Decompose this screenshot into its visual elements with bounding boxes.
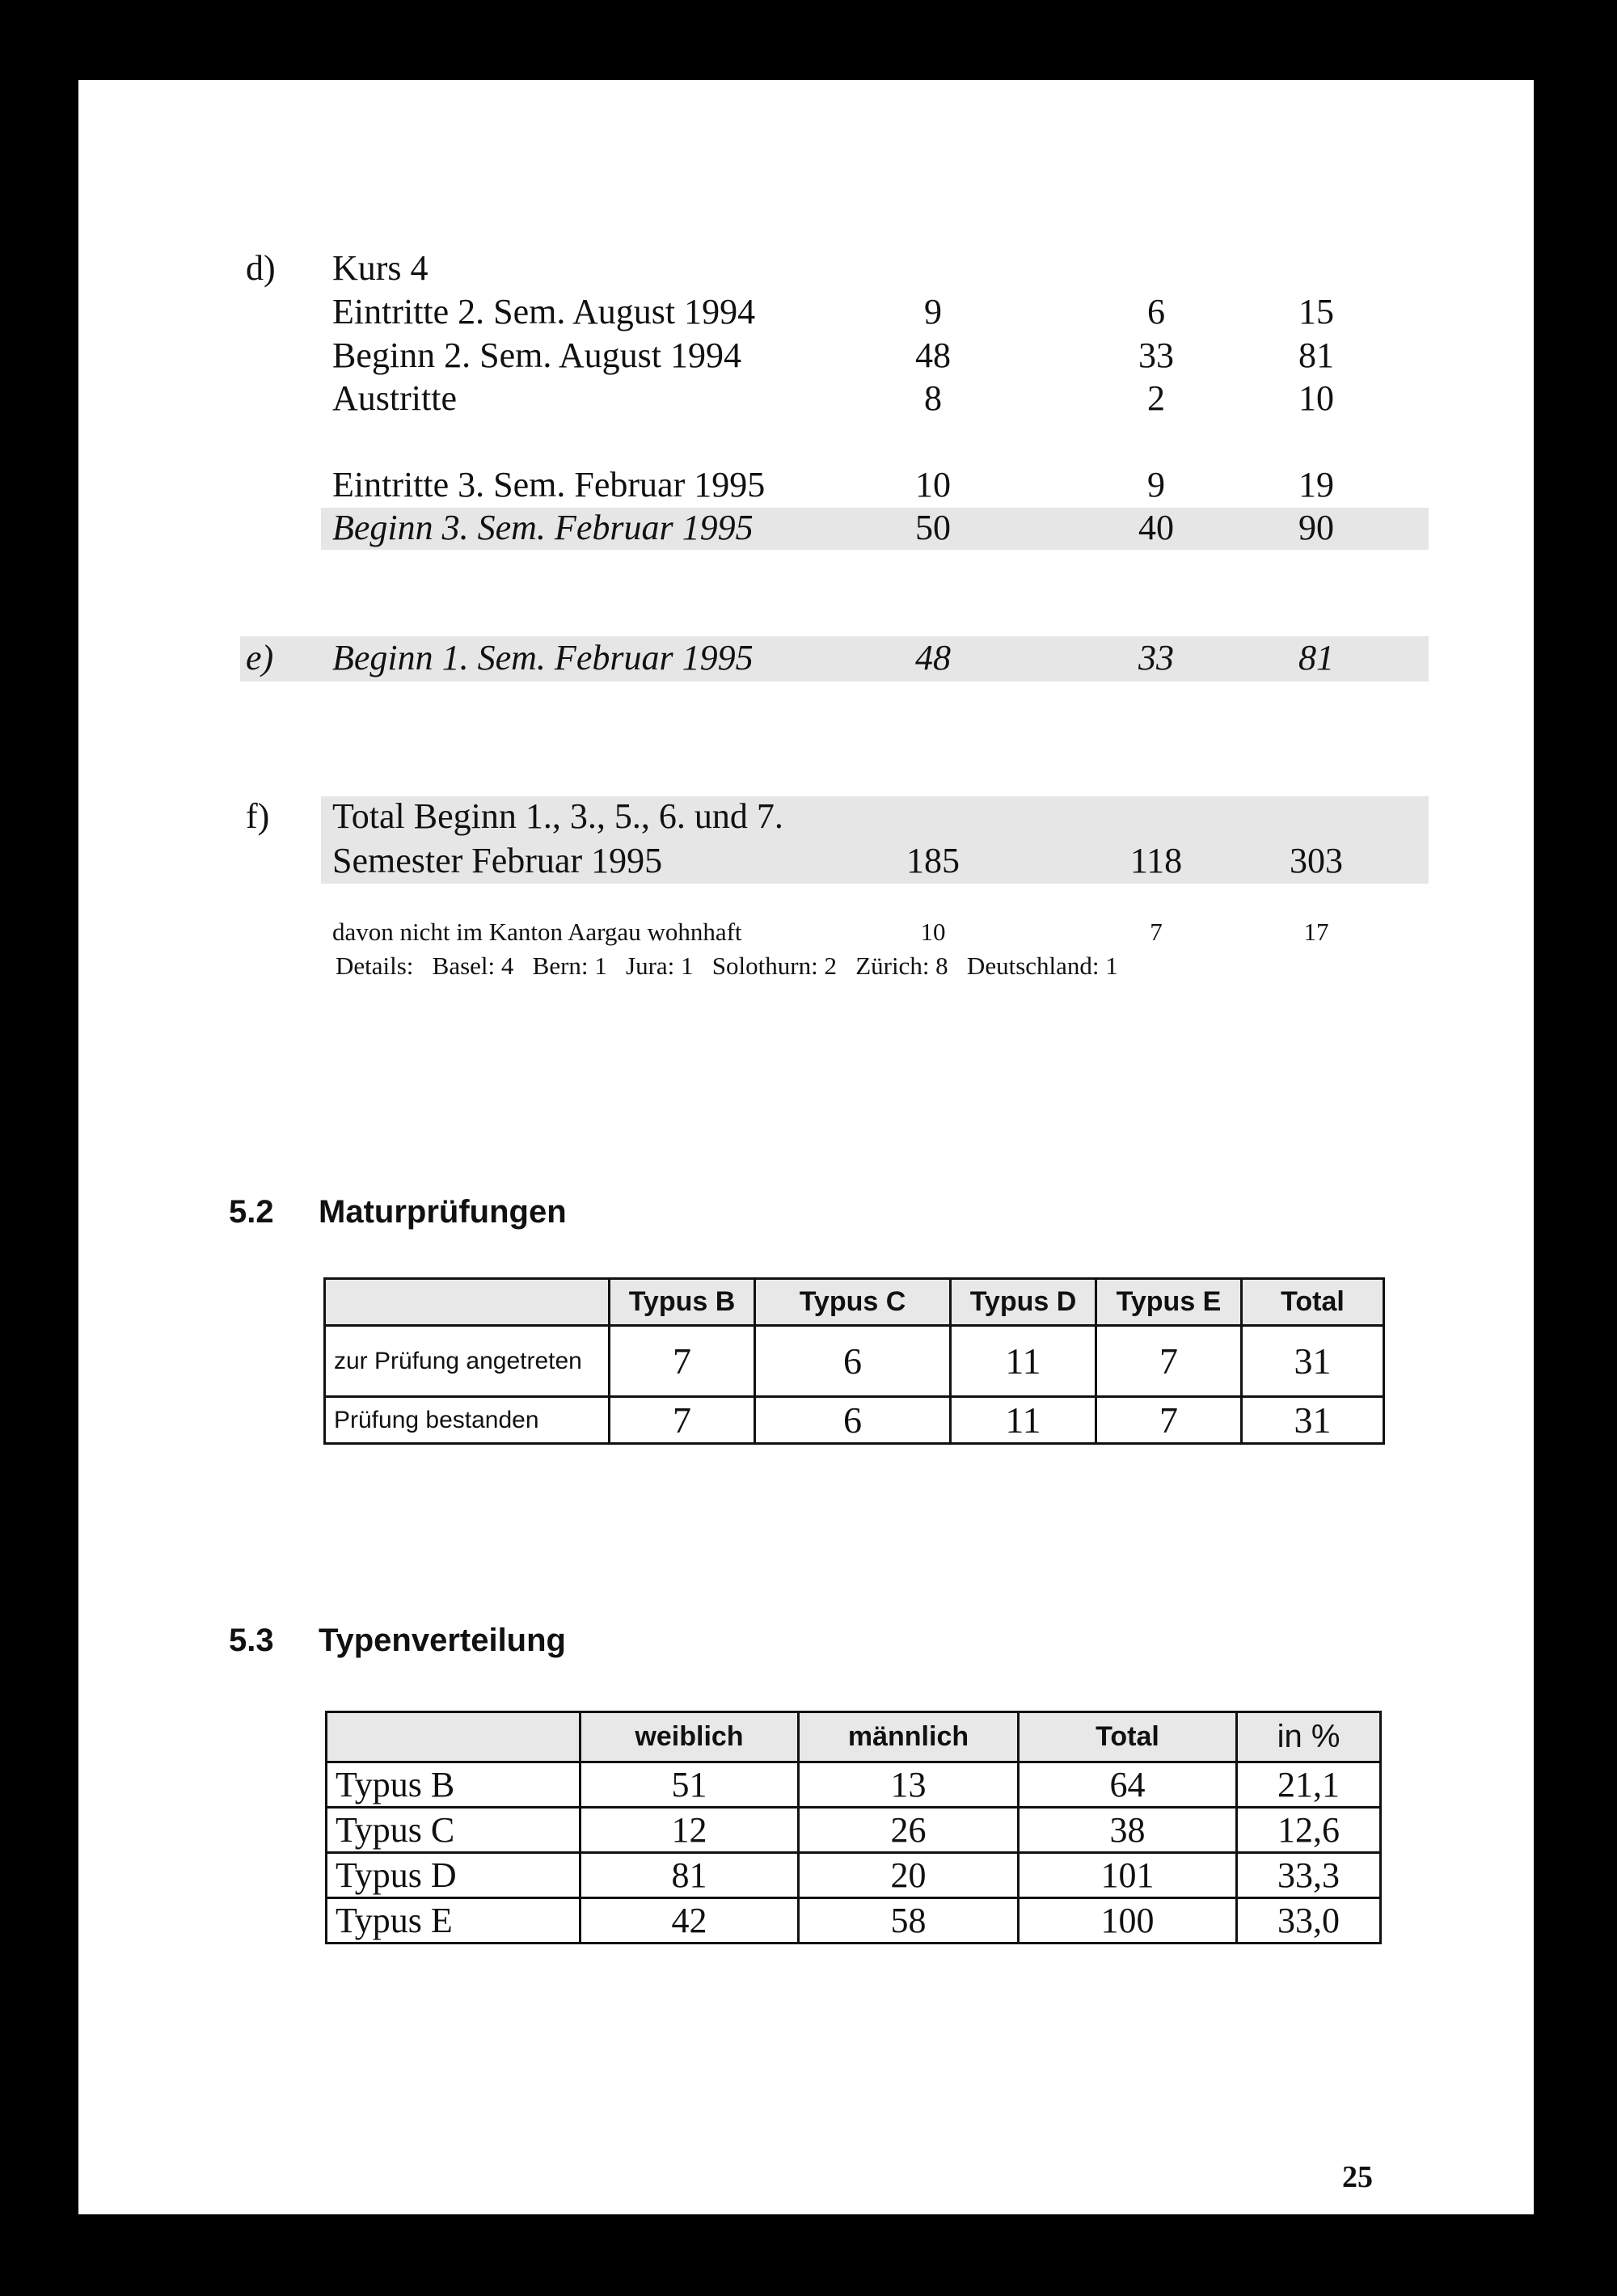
table-header-row <box>327 1712 1381 1762</box>
maturpruefungen-table <box>323 1277 1385 1445</box>
header-cell: männlich <box>799 1712 1019 1762</box>
total-total: 303 <box>1290 841 1343 880</box>
value-weiblich: 50 <box>915 508 951 547</box>
table-row <box>327 1853 1381 1898</box>
row-label: Prüfung bestanden <box>325 1397 610 1444</box>
row-label: Typus C <box>327 1808 581 1853</box>
cell: 38 <box>1019 1808 1237 1853</box>
davon-label: davon nicht im Kanton Aargau wohnhaft <box>332 918 742 946</box>
header-cell: weiblich <box>581 1712 799 1762</box>
section-number-5-2: 5.2 <box>229 1194 274 1230</box>
row-label: Typus B <box>327 1762 581 1808</box>
value-weiblich: 10 <box>915 465 951 504</box>
davon-total: 17 <box>1303 918 1329 946</box>
value-total: 19 <box>1298 465 1334 504</box>
cell: 101 <box>1019 1853 1237 1898</box>
cell: 6 <box>755 1397 951 1444</box>
value-total: 15 <box>1298 292 1334 331</box>
value-maennlich: 33 <box>1138 638 1174 677</box>
row-label: Eintritte 2. Sem. August 1994 <box>332 292 756 331</box>
cell: 6 <box>755 1326 951 1397</box>
cell: 31 <box>1242 1397 1384 1444</box>
row-label: Typus E <box>327 1898 581 1944</box>
header-cell: Total <box>1242 1279 1384 1326</box>
cell: 7 <box>1096 1397 1242 1444</box>
cell: 64 <box>1019 1762 1237 1808</box>
document-page <box>78 80 1534 2214</box>
page-number: 25 <box>1342 2160 1373 2194</box>
value-weiblich: 8 <box>924 378 942 418</box>
header-cell: Typus D <box>951 1279 1096 1326</box>
row-label: Beginn 2. Sem. August 1994 <box>332 336 742 375</box>
value-maennlich: 9 <box>1147 465 1165 504</box>
header-cell: in % <box>1237 1712 1381 1762</box>
marker-f: f) <box>246 796 270 836</box>
cell: 11 <box>951 1397 1096 1444</box>
marker-d: d) <box>246 248 276 288</box>
table-row <box>325 1326 1384 1397</box>
cell: 11 <box>951 1326 1096 1397</box>
section-title-maturpruefungen: Maturprüfungen <box>319 1194 567 1230</box>
cell: 7 <box>1096 1326 1242 1397</box>
marker-e: e) <box>246 638 274 677</box>
cell: 81 <box>581 1853 799 1898</box>
value-maennlich: 2 <box>1147 378 1165 418</box>
cell: 51 <box>581 1762 799 1808</box>
cell: 12,6 <box>1237 1808 1381 1853</box>
cell: 20 <box>799 1853 1019 1898</box>
cell: 13 <box>799 1762 1019 1808</box>
total-weiblich: 185 <box>906 841 960 880</box>
total-label-line2: Semester Februar 1995 <box>332 841 663 880</box>
value-total: 90 <box>1298 508 1334 547</box>
header-cell: Typus B <box>610 1279 755 1326</box>
table-header-row <box>325 1279 1384 1326</box>
total-maennlich: 118 <box>1129 841 1183 880</box>
davon-maennlich: 7 <box>1150 918 1163 946</box>
header-cell: Typus E <box>1096 1279 1242 1326</box>
header-cell <box>325 1279 610 1326</box>
value-total: 10 <box>1298 378 1334 418</box>
value-maennlich: 33 <box>1138 336 1174 375</box>
section-number-5-3: 5.3 <box>229 1623 274 1658</box>
value-maennlich: 40 <box>1138 508 1174 547</box>
table-row <box>327 1808 1381 1853</box>
header-cell: Typus C <box>755 1279 951 1326</box>
table-row <box>327 1898 1381 1944</box>
cell: 12 <box>581 1808 799 1853</box>
cell: 31 <box>1242 1326 1384 1397</box>
value-total: 81 <box>1298 638 1334 677</box>
cell: 7 <box>610 1326 755 1397</box>
header-cell: Total <box>1019 1712 1237 1762</box>
total-label-line1: Total Beginn 1., 3., 5., 6. und 7. <box>332 796 783 836</box>
cell: 58 <box>799 1898 1019 1944</box>
cell: 42 <box>581 1898 799 1944</box>
value-weiblich: 48 <box>915 638 951 677</box>
header-cell <box>327 1712 581 1762</box>
value-total: 81 <box>1298 336 1334 375</box>
typenverteilung-table <box>325 1711 1382 1944</box>
kurs-title: Kurs 4 <box>332 248 429 288</box>
table-row <box>327 1762 1381 1808</box>
cell: 26 <box>799 1808 1019 1853</box>
cell: 21,1 <box>1237 1762 1381 1808</box>
davon-weiblich: 10 <box>920 918 946 946</box>
cell: 33,0 <box>1237 1898 1381 1944</box>
section-title-typenverteilung: Typenverteilung <box>319 1623 566 1658</box>
table-row <box>325 1397 1384 1444</box>
value-maennlich: 6 <box>1147 292 1165 331</box>
row-label: Eintritte 3. Sem. Februar 1995 <box>332 465 766 504</box>
cell: 7 <box>610 1397 755 1444</box>
value-weiblich: 48 <box>915 336 951 375</box>
row-label: Beginn 1. Sem. Februar 1995 <box>332 638 754 677</box>
details-line: Details: Basel: 4 Bern: 1 Jura: 1 Solothurn: 2 Zürich: 8 Deutschland: 1 <box>336 952 1118 980</box>
value-weiblich: 9 <box>924 292 942 331</box>
cell: 100 <box>1019 1898 1237 1944</box>
row-label: Beginn 3. Sem. Februar 1995 <box>332 508 754 547</box>
row-label: Austritte <box>332 378 457 418</box>
row-label: zur Prüfung angetreten <box>325 1326 610 1397</box>
cell: 33,3 <box>1237 1853 1381 1898</box>
row-label: Typus D <box>327 1853 581 1898</box>
